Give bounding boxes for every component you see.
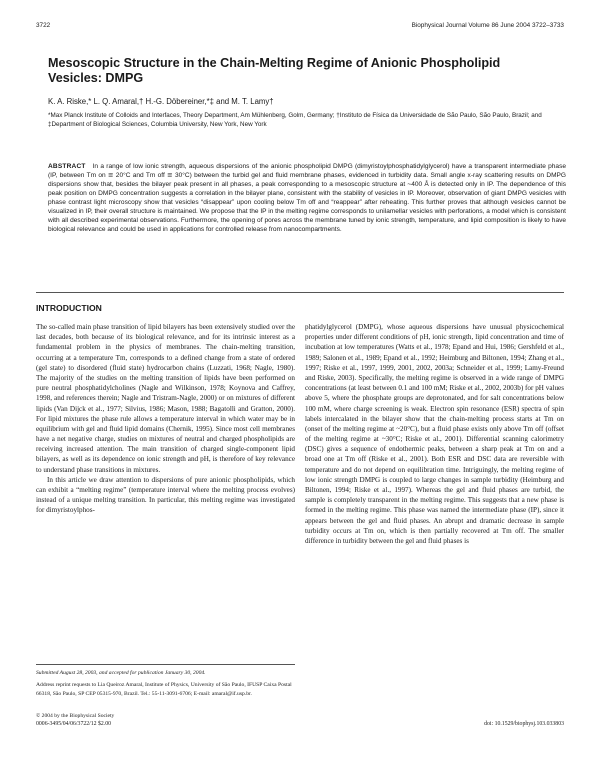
reprint-address: Address reprint requests to Lia Queiroz Amaral, Institute of Physics, University of São Paulo, IFUSP Caixa Postal 66318, São Paulo, SP CEP 05315-970, Brazil. Tel.: 55-11-3091-6706; E-mail: amaral@if.usp.br.: [36, 682, 292, 697]
journal-citation: Biophysical Journal Volume 86 June 2004 3722–3733: [411, 22, 564, 29]
author-list: K. A. Riske,* L. Q. Amaral,† H.-G. Döbereiner,*‡ and M. T. Lamy†: [48, 97, 274, 106]
author-affiliations: *Max Planck Institute of Colloids and Interfaces, Theory Department, Am Mühlenberg, Golm, Germany; †Instituto de Física da Universidade de São Paulo, São Paulo, Brazil; and ‡Department of Biological Sciences, Columbia University, New York, New York: [48, 112, 542, 129]
doi-link[interactable]: doi: 10.1529/biophysj.103.033803: [484, 721, 564, 727]
body-paragraph: The so-called main phase transition of lipid bilayers has been extensively studied over the last decades, both because of its biological relevance, and for its intrinsic interest as a fundamental problem in the physics of membranes. The chain-melting transition, occurring at a temperature Tm, corresponds to a defined change from a state of ordered (gel state) to disordered (fluid state) hydrocarbon chains (Luzzati, 1968; Nagle, 1980). The majority of the studies on the melting transition of lipids have been performed on pure neutral phosphatidylcholines (Nagle and Wilkinson, 1978; Koynova and Caffrey, 1998, and references therein; Nagle and Tristram-Nagle, 2000) or on mixtures of different lipids (Van Dijck et al., 1977; Silvius, 1986; Mason, 1988; Bagatolli and Gratton, 2000). For lipid mixtures the phase rule allows a temperature interval in which water may be in equilibrium with gel and fluid lipid domains (Chernik, 1995). Since most cell membranes have a net negative charge, studies on mixtures of neutral and charged phospholipids are receiving increased attention. The main transition of charged single-component lipid bilayers, as well as its dependence on ionic strength and pH, is therefore of key relevance to understand phase transitions in mixtures.: [36, 323, 295, 474]
submission-dates: Submitted August 28, 2003, and accepted for publication January 30, 2004.: [36, 670, 206, 676]
section-divider: [36, 292, 564, 293]
article-title: Mesoscopic Structure in the Chain-Melting Regime of Anionic Phospholipid Vesicles: DMPG: [48, 56, 501, 85]
body-column-left: [36, 322, 295, 646]
footnote-divider: [36, 664, 295, 665]
running-header: [36, 22, 564, 32]
copyright-notice: © 2004 by the Biophysical Society: [36, 713, 115, 719]
page-number: 3722: [36, 22, 51, 29]
abstract-text: In a range of low ionic strength, aqueous dispersions of the anionic phospholipid DMPG (dimyristoylphosphatidylglycerol) have a transparent intermediate phase (IP, between Tm on ≅ 20°C and Tm off ≅ 30°C) between the turbid gel and fluid membrane phases, evidenced in turbidity data. Small angle x-ray scattering results on DMPG dispersions show that, besides the bilayer peak present in all phases, a peak corresponding to a mesoscopic structure at ~400 Å is detected only in IP. The dependence of this peak position on DMPG concentration suggests a correlation in the bilayer plane, consistent with the stability of vesicles in IP. Moreover, observation of giant DMPG vesicles with phase contrast light microscopy show that vesicles “disappear” upon cooling below Tm off and “reappear” after reheating. This further proves that although vesicles cannot be visualized in IP, their overall structure is maintained. We propose that the IP in the melting regime corresponds to unilamellar vesicles with perforations, a model which is consistent with all described experimental observations. Furthermore, the opening of pores across the membrane tuned by ionic strength, temperature, and lipid composition is likely to have biological relevance and could be used in applications for controlled release from nanocompartments.: [48, 163, 566, 234]
body-paragraph: In this article we draw attention to dispersions of pure anionic phospholipids, which can exhibit a “melting regime” (temperature interval where the melting process evolves) instead of a unique melting transition. In particular, this melting regime was investigated for dimyristoylphos-: [36, 475, 295, 515]
body-column-right: [305, 322, 564, 750]
abstract: [48, 162, 566, 234]
body-paragraph: phatidylglycerol (DMPG), whose aqueous dispersions have unusual physicochemical properties under different conditions of pH, ionic strength, lipid concentration and time of incubation at low temperatures (Watts et al., 1978; Epand and Hui, 1986; Gershfeld et al., 1989; Salonen et al., 1989; Epand et al., 1992; Heimburg and Biltonen, 1994; Zhang et al., 1997; Riske et al., 1997, 1999, 2001, 2002, 2003a; Schneider et al., 1999; Lamy-Freund and Riske, 2003). Specifically, the melting regime is observed in a wide range of DMPG concentrations (at least between 0.1 and 100 mM; Riske et al., 2002, 2003b) for pH values above 5, where the phosphate groups are deprotonated, and for salt concentrations below 100 mM, where charge screening is weak. Electron spin resonance (ESR) spectra of spin labels intercalated in the bilayer show that the chain-melting process starts at Tm on (onset of the melting regime at ~20°C), but a fluid phase exists only above Tm off (offset of the melting regime at ~30°C; Riske et al., 2001). Differential scanning calorimetry (DSC) gives a sequence of endothermic peaks, between a sharp peak at Tm on and a broad one at Tm off (Riske et al., 2001). Both ESR and DSC data are reversible with temperature and do not depend on equilibration time. Intriguingly, the melting regime of low ionic strength DMPG is coupled to large changes in sample turbidity (Heimburg and Biltonen, 1994; Riske et al., 1997). Whereas the gel and fluid phases are turbid, the sample is completely transparent in the melting regime. This suggests that a new phase is formed in the melting regime. This phase was named the intermediate phase (IP), since it appears between the gel and fluid phases. An abrupt and dramatic decrease in sample turbidity occurs at Tm on, which is then partially recovered at Tm off. The smaller difference in turbidity between the gel and fluid phases is: [305, 323, 564, 545]
abstract-label: ABSTRACT: [48, 163, 86, 170]
issn-code: 0006-3495/04/06/3722/12 $2.00: [36, 721, 112, 727]
section-heading-introduction: INTRODUCTION: [36, 303, 102, 313]
